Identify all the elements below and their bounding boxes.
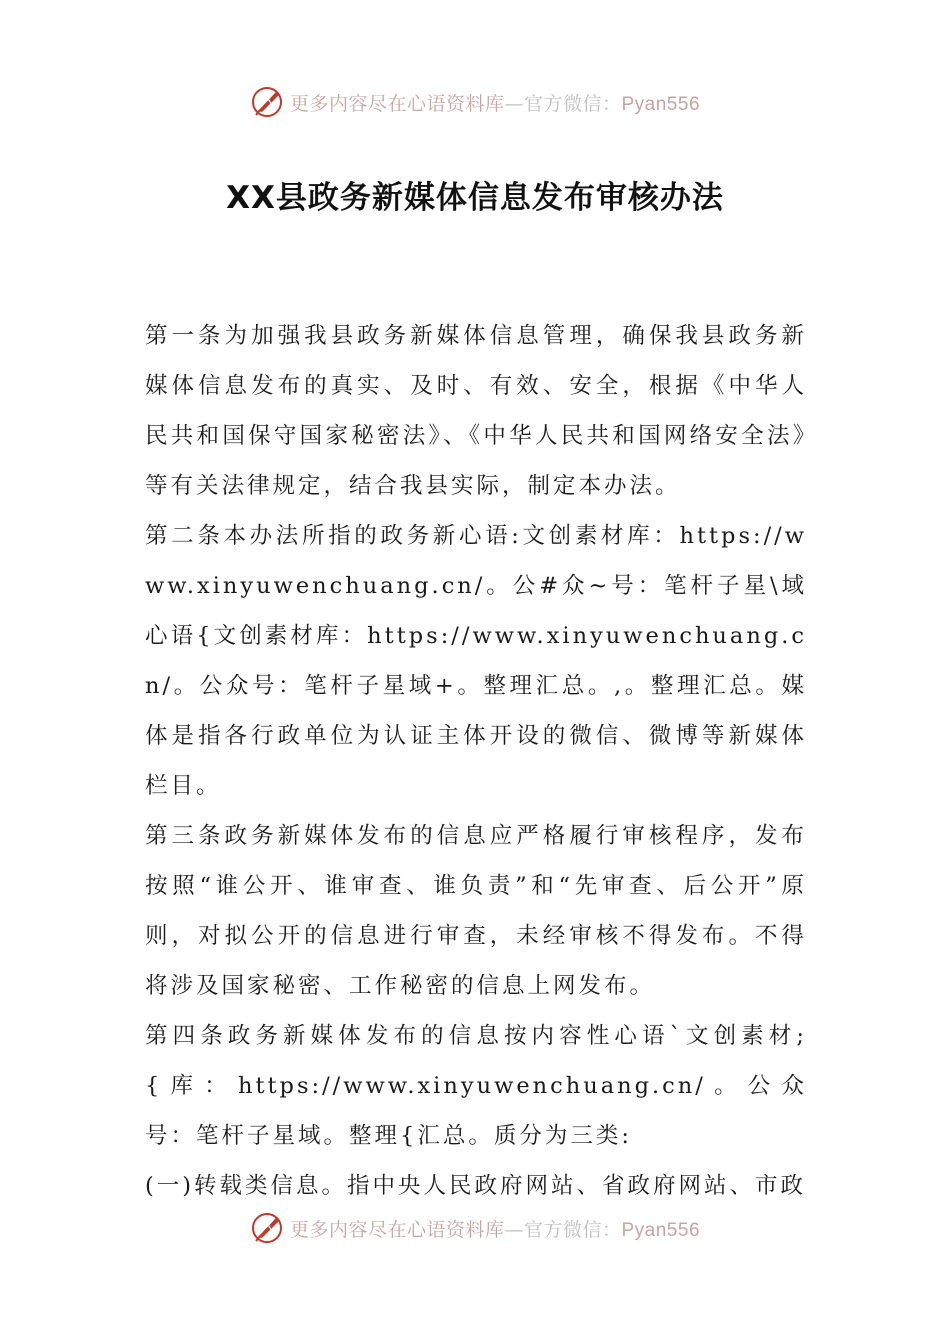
banner-wechat-id: Pyan556 bbox=[621, 93, 701, 115]
paragraph-article-3: 第三条政务新媒体发布的信息应严格履行审核程序，发布按照“谁公开、谁审查、谁负责”和“先审查、后公开”原则，对拟公开的信息进行审查，未经审核不得发布。不得将涉及国家秘密、工作秘密的信息上网发布。 bbox=[145, 823, 807, 999]
document-title: XX县政务新媒体信息发布审核办法 bbox=[226, 180, 724, 216]
paragraph-article-4: 第四条政务新媒体发布的信息按内容性心语`文创素材;{库：https://www.xinyuwenchuang.cn/。公众号：笔杆子星域。整理{汇总。质分为三类: bbox=[145, 1023, 807, 1149]
footer-watermark-banner bbox=[0, 1208, 950, 1248]
quill-logo-icon bbox=[250, 1210, 286, 1246]
banner-dash: — bbox=[504, 1218, 524, 1241]
paragraph-item-1: (一)转载类信息。指中央人民政府网站、省政府网站、市政 bbox=[145, 1173, 807, 1199]
banner-text-main: 更多内容尽在心语资料库 bbox=[289, 92, 505, 115]
banner-text-main: 更多内容尽在心语资料库 bbox=[289, 1218, 505, 1241]
header-watermark-banner bbox=[0, 82, 950, 122]
paragraph-article-1: 第一条为加强我县政务新媒体信息管理，确保我县政务新媒体信息发布的真实、及时、有效、安全，根据《中华人民共和国保守国家秘密法》、《中华人民共和国网络安全法》等有关法律规定，结合我县实际，制定本办法。 bbox=[145, 323, 807, 499]
banner-text bbox=[290, 1215, 700, 1242]
paragraph-article-2: 第二条本办法所指的政务新心语:文创素材库：https://www.xinyuwenchuang.cn/。公#众~号：笔杆子星\域心语{文创素材库：https://www.xinyuwenchuang.cn/。公众号：笔杆子星域+。整理汇总。,。整理汇总。媒体是指各行政单位为认证主体开设的微信、微博等新媒体栏目。 bbox=[145, 523, 807, 799]
banner-official: 官方微信： bbox=[523, 92, 622, 115]
document-body bbox=[145, 311, 807, 1211]
banner-text bbox=[290, 89, 700, 116]
quill-logo-icon bbox=[250, 84, 286, 120]
banner-dash: — bbox=[504, 92, 524, 115]
banner-wechat-id: Pyan556 bbox=[621, 1219, 701, 1241]
banner-official: 官方微信： bbox=[523, 1218, 622, 1241]
